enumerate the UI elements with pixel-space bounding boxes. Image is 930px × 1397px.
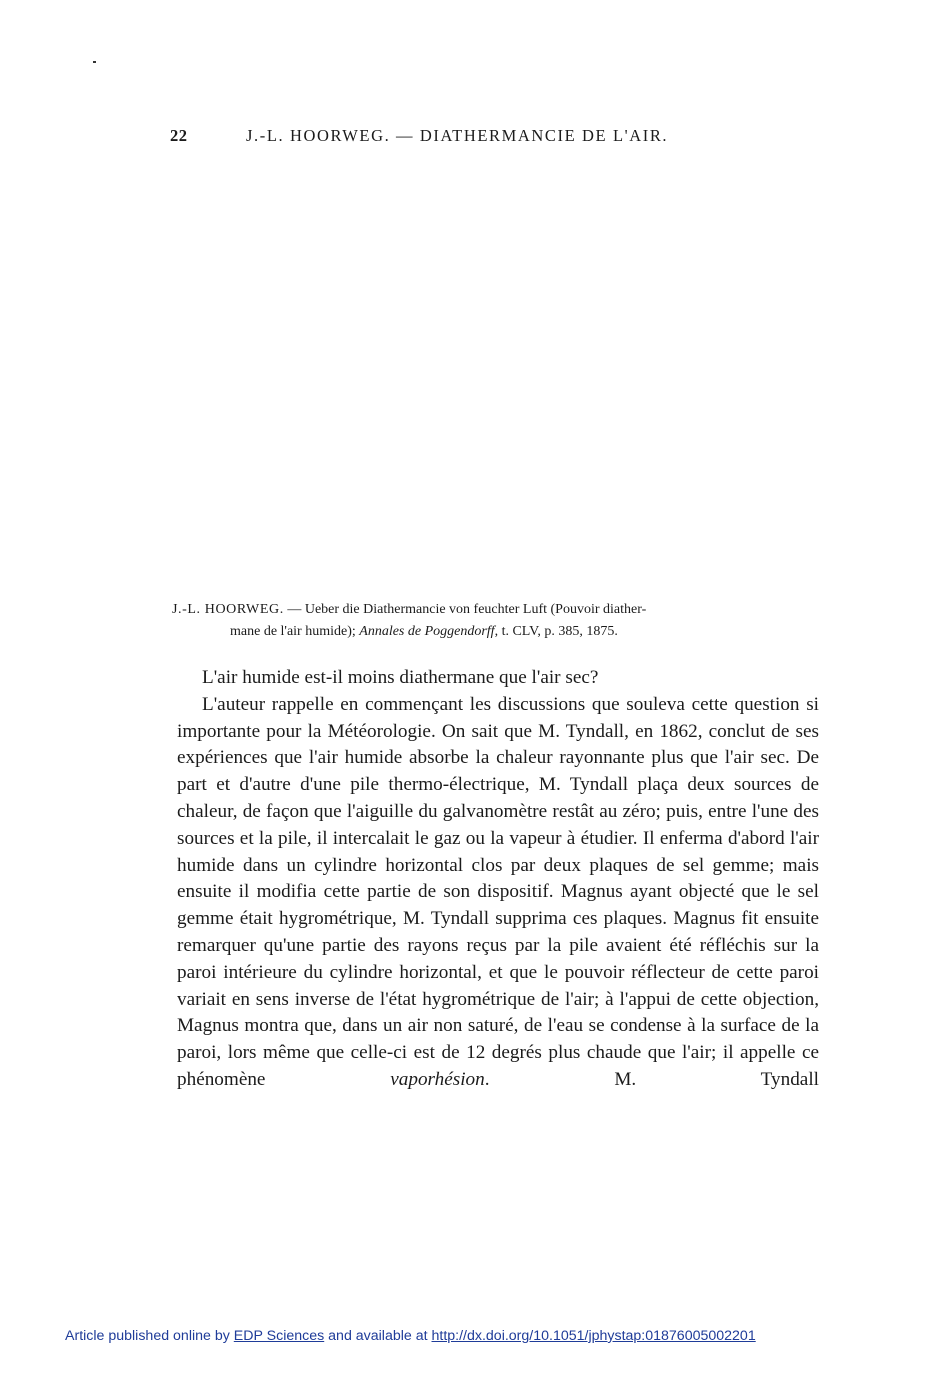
- doi-link[interactable]: http://dx.doi.org/10.1051/jphystap:01876005002201: [431, 1328, 756, 1344]
- citation-journal: Annales de Poggendorff: [359, 624, 495, 639]
- citation-author: J.-L. HOORWEG.: [172, 602, 284, 617]
- main-paragraph-tail: . M. Tyndall: [484, 1068, 819, 1090]
- running-title: J.-L. HOORWEG. — DIATHERMANCIE DE L'AIR.: [246, 126, 669, 145]
- citation-details: , t. CLV, p. 385, 1875.: [494, 624, 618, 639]
- citation-title: Ueber die Diathermancie von feuchter Luft (Pouvoir diather-: [304, 602, 647, 617]
- citation-title-cont: mane de l'air humide);: [230, 624, 360, 639]
- running-head: [170, 126, 740, 150]
- publisher-link[interactable]: EDP Sciences: [233, 1328, 325, 1344]
- main-paragraph-text: L'auteur rappelle en commençant les discussions que souleva cette question si importante pour la Météorologie. On sait que M. Tyndall, en 1862, conclut de ses expériences que l'air humide absorbe la chaleur rayonnante plus que l'air sec. De part et d'autre d'une pile thermo-électrique, M. Tyndall plaça deux sources de chaleur, de façon que l'aiguille du galvanomètre restât au zéro; puis, entre l'une des sources et la pile, il intercalait le gaz ou la vapeur à étudier. Il enferma d'abord l'air humide dans un cylindre horizontal clos par deux plaques de sel gemme; mais ensuite il modifia cette partie de son dispositif. Magnus ayant objecté que le sel gemme était hygrométrique, M. Tyndall supprima ces plaques. Magnus fit ensuite remarquer qu'une partie des rayons reçus par la pile avaient été réfléchis sur la paroi intérieure du cylindre horizontal, et que le pouvoir réflecteur de cette paroi variait en sens inverse de l'état hygrométrique de l'air; à l'appui de cette objection, Magnus montra que, dans un air non saturé, de l'eau se condense à la surface de la paroi, lors même que celle-ci est de 12 degrés plus chaude que l'air; il appelle ce phénomène: [177, 693, 819, 1090]
- abstract-body: [177, 665, 819, 1094]
- citation-line-2: [172, 621, 818, 643]
- page-mark: [93, 61, 96, 63]
- footer-prefix: Article published online by: [65, 1328, 234, 1344]
- citation-separator: —: [283, 602, 305, 617]
- term-vaporhesion: vaporhésion: [390, 1068, 485, 1090]
- footer-middle: and available at: [324, 1328, 432, 1344]
- question-paragraph: L'air humide est-il moins diathermane que l'air sec?: [202, 667, 599, 688]
- main-paragraph: [177, 692, 819, 1094]
- footer-notice: [65, 1328, 915, 1344]
- citation: [172, 599, 818, 643]
- page-number: 22: [170, 126, 188, 145]
